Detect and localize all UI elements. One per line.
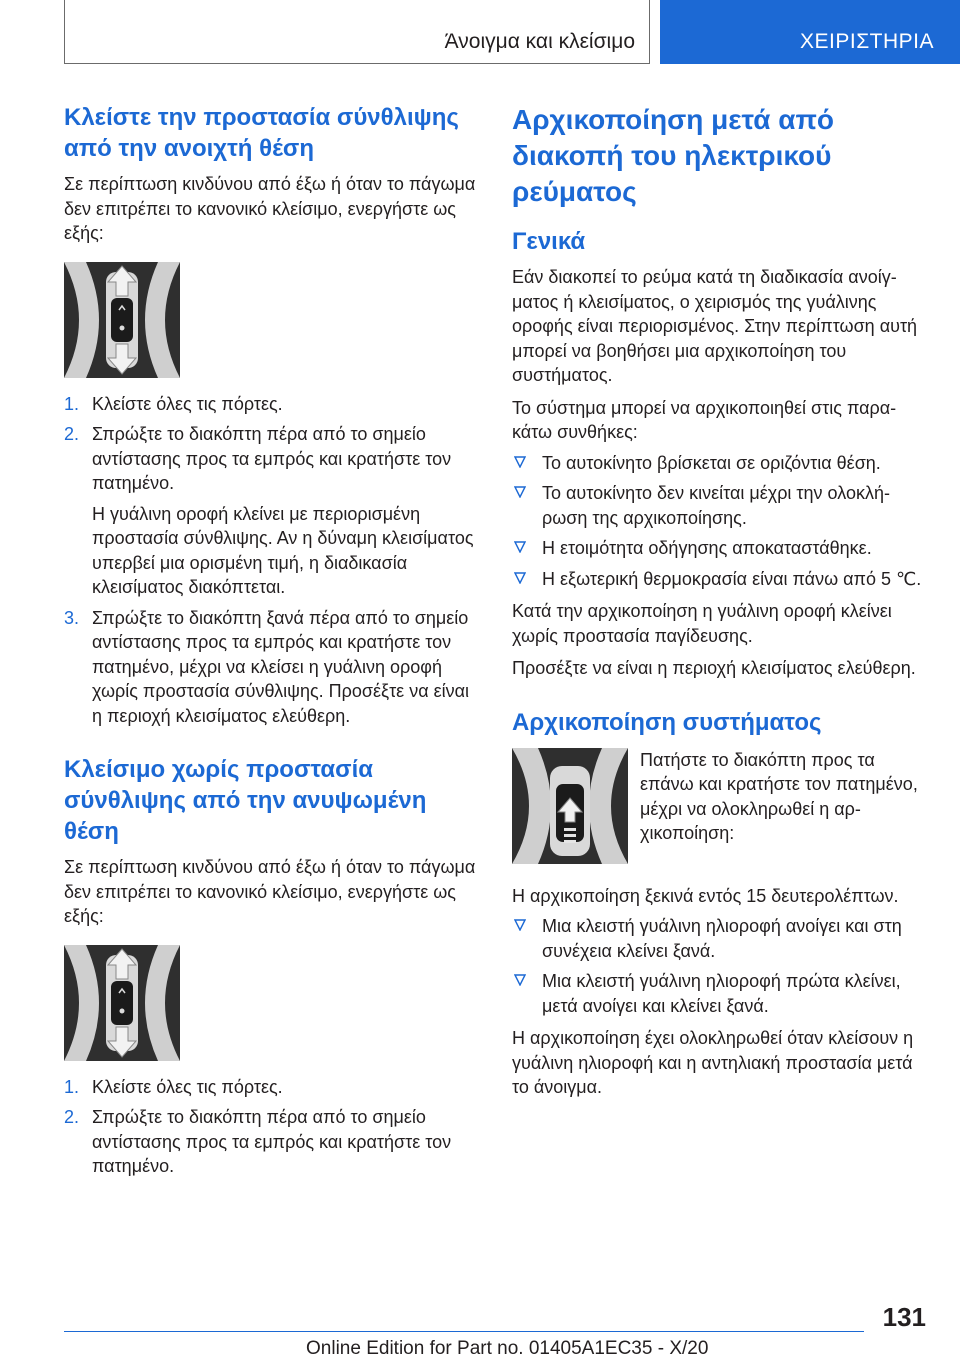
main-heading-initialization: Αρχικοποίηση μετά από διακοπή του ηλεκτρικού ρεύματος bbox=[512, 104, 835, 207]
list-item bbox=[64, 1075, 478, 1100]
edition-note: Online Edition for Part no. 01405A1EC35 - X/20 bbox=[306, 1338, 709, 1359]
case-text: Μια κλειστή γυάλινη ηλιοροφή ανοίγει και στη συνέχεια κλείνει ξανά. bbox=[542, 916, 902, 961]
chapter-tab-label: ΧΕΙΡΙΣΤΗΡΙΑ bbox=[800, 30, 935, 53]
paragraph: Η αρχικοποίηση ξεκινά εντός 15 δευτερολέπτων. bbox=[512, 885, 899, 906]
section-intro: Σε περίπτωση κινδύνου από έξω ή όταν το πάγωμα δεν επιτρέπει το κανονικό κλείσιμο, ενεργήστε ως εξής: bbox=[64, 174, 476, 243]
init-instruction-block bbox=[512, 748, 926, 868]
condition-text: Το αυτοκίνητο βρίσκεται σε οριζόντια θέση. bbox=[542, 452, 881, 473]
step-note: Η γυάλινη οροφή κλείνει με περιορισμένη προστασία σύνθλιψης. Αν η δύναμη κλεισίματος υπερβεί μια ορισμένη τιμή, η διαδικασία κλεισίματος διακόπτεται. bbox=[92, 503, 474, 597]
conditions-list bbox=[512, 451, 926, 592]
triangle-bullet-icon bbox=[514, 456, 526, 468]
list-item bbox=[64, 606, 478, 729]
triangle-bullet-icon bbox=[514, 919, 526, 931]
list-item bbox=[64, 422, 478, 600]
triangle-bullet-icon bbox=[514, 974, 526, 986]
list-item bbox=[512, 567, 926, 592]
chapter-tab[interactable] bbox=[660, 0, 960, 64]
list-item bbox=[512, 969, 926, 1018]
paragraph: Η αρχικοποίηση έχει ολοκληρωθεί όταν κλείσουν η γυάλινη ηλιοροφή και η αντηλιακή προστασία μετά το άνοιγμα. bbox=[512, 1028, 914, 1097]
step-number: 1. bbox=[64, 393, 80, 414]
step-text: Σπρώξτε το διακόπτη ξανά πέρα από το σημείο αντίστασης προς τα εμπρός και κρατήστε τον πατημένο, μέχρι να κλείσει η γυάλινη οροφή χωρίς προστασία σύνθλιψης. Προσέξτε να είναι η περιοχή κλεισίματος ελεύθερη. bbox=[92, 607, 470, 726]
section-heading-close-open: Κλείστε την προστασία σύνθλιψης από την ανοιχτή θέση bbox=[64, 104, 459, 162]
list-item bbox=[512, 914, 926, 963]
footer-divider bbox=[64, 1331, 864, 1332]
condition-text: Η ετοιμότητα οδήγησης αποκαταστάθηκε. bbox=[542, 538, 872, 558]
step-text: Σπρώξτε το διακόπτη πέρα από το σημείο αντίστασης προς τα εμπρός και κρατήστε τον πατημένο. bbox=[92, 424, 452, 493]
step-text: Σπρώξτε το διακόπτη πέρα από το σημείο αντίστασης προς τα εμπρός και κρατήστε τον πατημένο. bbox=[92, 1107, 452, 1176]
step-number: 2. bbox=[64, 1107, 80, 1127]
section-title: Άνοιγμα και κλείσιμο bbox=[444, 30, 635, 53]
paragraph: Το σύστημα μπορεί να αρχικοποιηθεί στις παρακάτω συνθήκες: bbox=[512, 397, 897, 442]
header-section-box bbox=[64, 0, 650, 64]
steps-list-2 bbox=[64, 1075, 478, 1179]
step-number: 3. bbox=[64, 607, 80, 628]
case-text: Μια κλειστή γυάλινη ηλιοροφή πρώτα κλείνει, μετά ανοίγει και κλείνει ξανά. bbox=[542, 971, 901, 1016]
init-instruction-text: Πατήστε το διακόπτη προς τα επάνω και κρατήστε τον πατημένο, μέχρι να ολοκληρωθεί η αρχικοποίηση: bbox=[640, 749, 918, 843]
left-column bbox=[64, 102, 478, 1179]
list-item bbox=[64, 1105, 478, 1179]
subheading-system-initialization: Αρχικοποίηση συστήματος bbox=[512, 708, 822, 736]
list-item bbox=[64, 392, 478, 417]
step-text: Κλείστε όλες τις πόρτες. bbox=[92, 393, 283, 414]
list-item bbox=[512, 536, 926, 561]
triangle-bullet-icon bbox=[514, 486, 526, 498]
step-number: 1. bbox=[64, 1076, 80, 1097]
condition-text: Το αυτοκίνητο δεν κινείται μέχρι την ολοκλήρωση της αρχικοποίησης. bbox=[542, 483, 890, 528]
init-cases-list bbox=[512, 914, 926, 1018]
switch-up-image bbox=[512, 748, 628, 864]
paragraph: Εάν διακοπεί το ρεύμα κατά τη διαδικασία ανοίγματος ή κλεισίματος, ο χειρισμός της γυάλινης οροφής είναι περιορισμένος. Στην περίπτωση αυτή μπορεί να βοηθήσει μια αρχικοποίηση του συστήματος. bbox=[512, 267, 918, 385]
list-item bbox=[512, 451, 926, 476]
switch-up-illustration bbox=[512, 748, 628, 864]
condition-text: Η εξωτερική θερμοκρασία είναι πάνω από 5 ℃. bbox=[542, 568, 922, 589]
section-heading-close-raised: Κλείσιμο χωρίς προστασία σύνθλιψης από την ανυψωμένη θέση bbox=[64, 756, 427, 845]
paragraph: Προσέξτε να είναι η περιοχή κλεισίματος ελεύθερη. bbox=[512, 658, 916, 678]
switch-forward-illustration bbox=[64, 262, 180, 378]
triangle-bullet-icon bbox=[514, 572, 526, 584]
step-text: Κλείστε όλες τις πόρτες. bbox=[92, 1076, 283, 1097]
subheading-general: Γενικά bbox=[512, 228, 586, 255]
switch-forward-image bbox=[64, 262, 180, 378]
page-number: 131 bbox=[882, 1302, 926, 1332]
paragraph: Κατά την αρχικοποίηση η γυάλινη οροφή κλείνει χωρίς προστασία παγίδευσης. bbox=[512, 601, 892, 646]
section-intro: Σε περίπτωση κινδύνου από έξω ή όταν το πάγωμα δεν επιτρέπει το κανονικό κλείσιμο, ενεργήστε ως εξής: bbox=[64, 857, 476, 926]
steps-list-1 bbox=[64, 392, 478, 729]
step-number: 2. bbox=[64, 424, 80, 444]
switch-forward-illustration bbox=[64, 945, 180, 1061]
switch-forward-image bbox=[64, 945, 180, 1061]
triangle-bullet-icon bbox=[514, 541, 526, 553]
list-item bbox=[512, 481, 926, 530]
right-column bbox=[512, 102, 926, 1100]
